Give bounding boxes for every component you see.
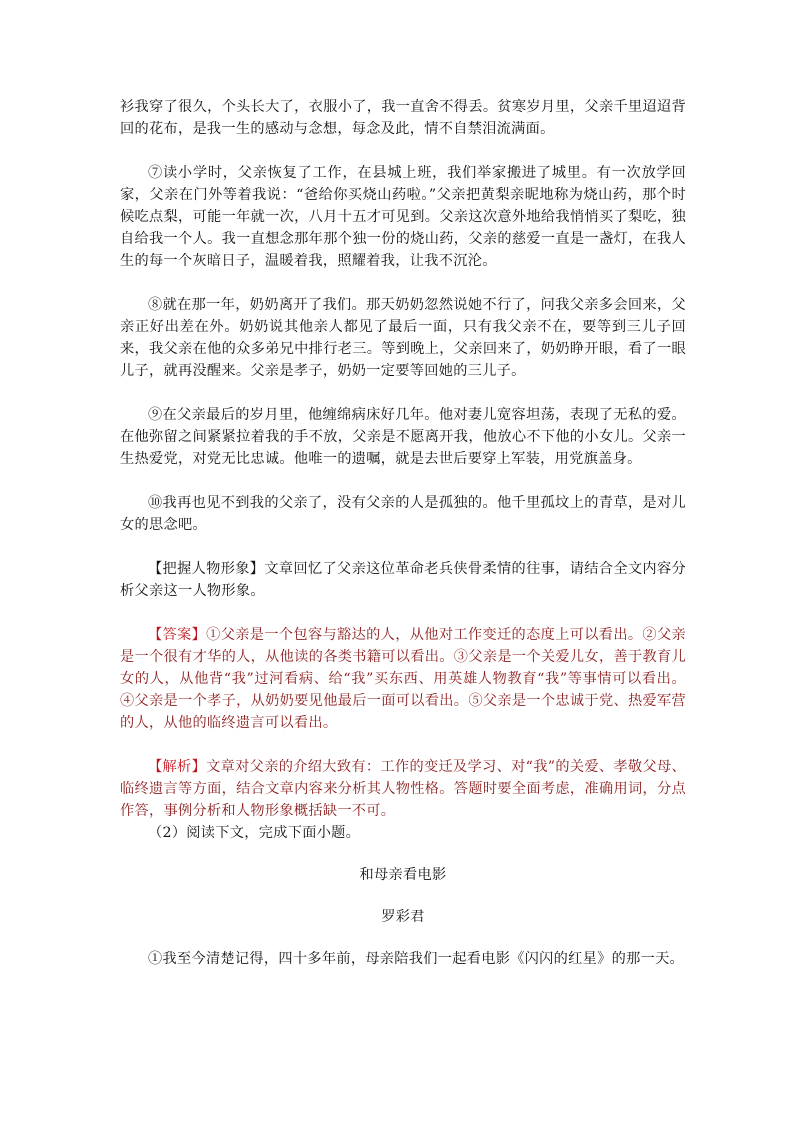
paragraph-7: ⑦读小学时，父亲恢复了工作，在县城上班，我们举家搬进了城里。有一次放学回家，父亲在门外等着我说：“爸给你买烧山药啦。”父亲把黄梨亲昵地称为烧山药，那个时候吃点梨，可能一年就一次，八月十五才可见到。父亲这次意外地给我悄悄买了梨吃，独自给我一个人。我一直想念那年那个独一份的烧山药，父亲的慈爱一直是一盏灯，在我人生的每一个灰暗日子，温暖着我，照耀着我，让我不沉沦。 — [120, 165, 686, 269]
paragraph-8: ⑧就在那一年，奶奶离开了我们。那天奶奶忽然说她不行了，问我父亲多会回来，父亲正好出差在外。奶奶说其他亲人都见了最后一面，只有我父亲不在，要等到三儿子回来，我父亲在他的众多弟兄中排行老三。等到晚上，父亲回来了，奶奶睁开眼，看了一眼儿子，就再没醒来。父亲是孝子，奶奶一定要等回她的三儿子。 — [120, 297, 686, 379]
answer-block — [120, 624, 686, 734]
paragraph-6-continuation: 衫我穿了很久，个头长大了，衣服小了，我一直舍不得丢。贫寒岁月里，父亲千里迢迢背回的花布，是我一生的感动与念想，每念及此，情不自禁泪流满面。 — [120, 99, 686, 137]
section-2-label: （2）阅读下文，完成下面小题。 — [148, 825, 361, 841]
paragraph-9: ⑨在父亲最后的岁月里，他缠绵病床好几年。他对妻儿宽容坦荡，表现了无私的爱。在他弥留之间紧紧拉着我的手不放，父亲是不愿离开我，他放心不下他的小女儿。父亲一生热爱党，对党无比忠诚。他唯一的遗嘱，就是去世后要穿上军装，用党旗盖身。 — [120, 407, 686, 467]
document-page — [120, 96, 686, 970]
analysis-tag: 【解析】 — [148, 759, 207, 775]
article-title: 和母亲看电影 — [359, 867, 447, 883]
answer-tag: 【答案】 — [148, 627, 207, 643]
paragraph-10: ⑩我再也见不到我的父亲了，没有父亲的人是孤独的。他千里孤坟上的青草，是对儿女的思念吧。 — [120, 495, 686, 533]
analysis-block — [120, 756, 686, 822]
analysis-text: 文章对父亲的介绍大致有：工作的变迁及学习、对“我”的关爱、孝敬父母、临终遗言等方面，结合文章内容来分析其人物性格。答题时要全面考虑，准确用词，分点作答，事例分析和人物形象概括缺一不可。 — [120, 759, 687, 819]
question-prompt: 【把握人物形象】文章回忆了父亲这位革命老兵侠骨柔情的往事，请结合全文内容分析父亲这一人物形象。 — [120, 561, 686, 599]
article-author: 罗彩君 — [381, 909, 425, 925]
article-paragraph-1: ①我至今清楚记得，四十多年前，母亲陪我们一起看电影《闪闪的红星》的那一天。 — [148, 951, 685, 967]
answer-text: ①父亲是一个包容与豁达的人，从他对工作变迁的态度上可以看出。②父亲是一个很有才华的人，从他读的各类书籍可以看出。③父亲是一个关爱儿女，善于教育儿女的人，从他背“我”过河看病、给“我”买东西、用英雄人物教育“我”等事情可以看出。④父亲是一个孝子，从奶奶要见他最后一面可以看出。⑤父亲是一个忠诚于党、热爱军营的人，从他的临终遗言可以看出。 — [120, 627, 686, 731]
